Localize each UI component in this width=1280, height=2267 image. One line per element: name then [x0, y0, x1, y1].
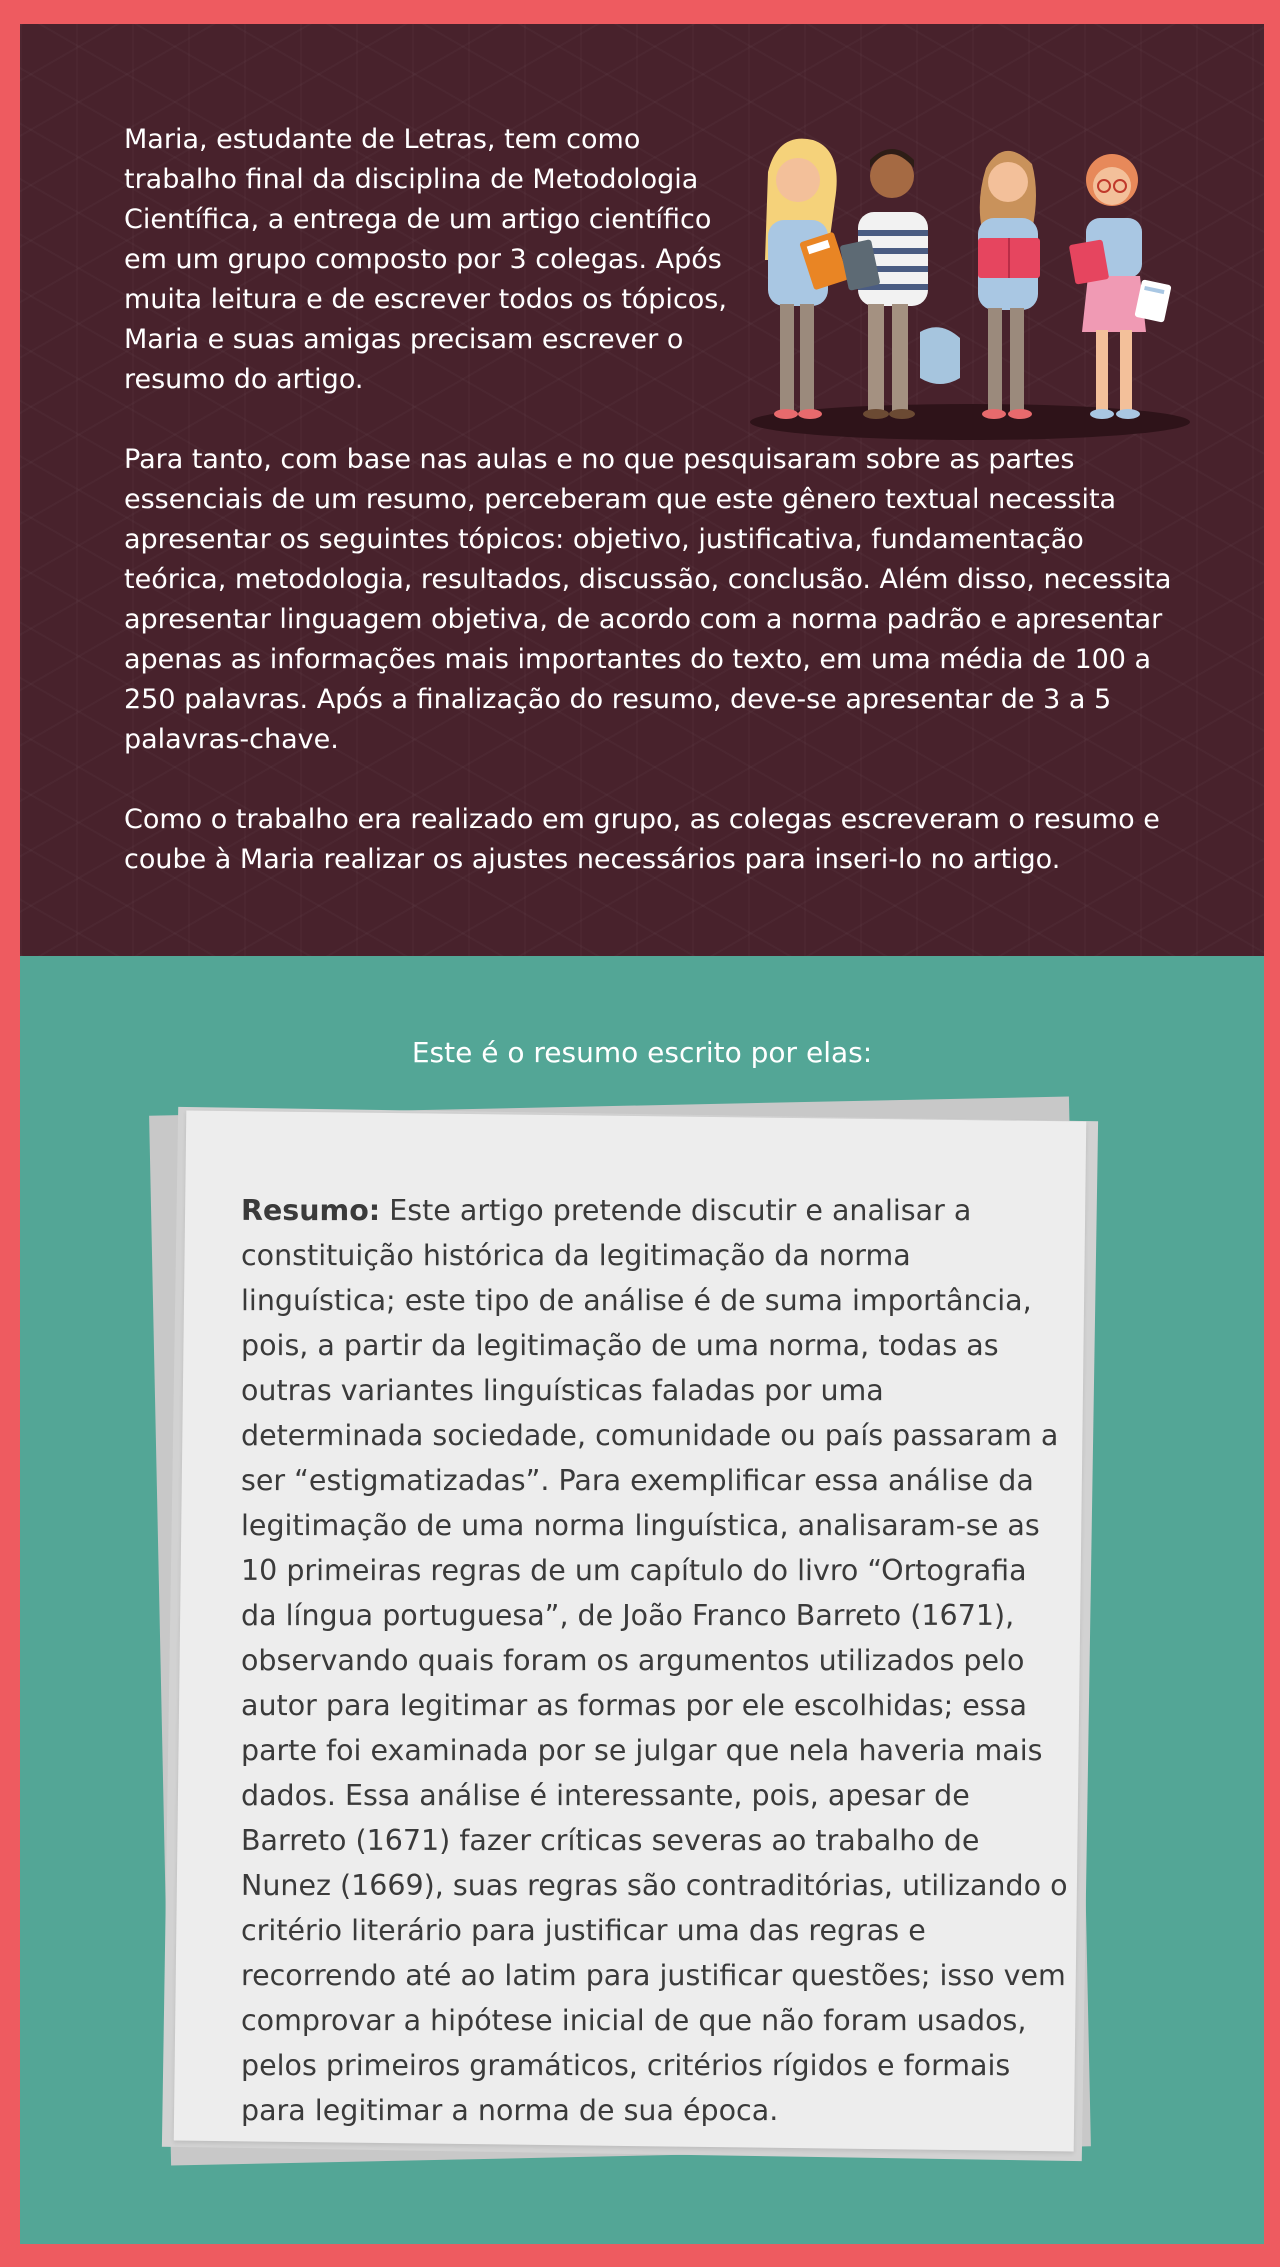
infographic-frame: [20, 24, 1264, 2244]
intro-paragraph-2: Para tanto, com base nas aulas e no que pesquisaram sobre as partes essenciais de um resumo, perceberam que este gênero textual necessita apresentar os seguintes tópicos: objetivo, justificativa, fundamentação teórica, metodologia, resultados, discussão, conclusão. Além disso, necessita apresentar linguagem objetiva, de acordo com a norma padrão e apresentar apenas as informações mais importantes do texto, em uma média de 100 a 250 palavras. Após a finalização do resumo, deve-se apresentar de 3 a 5 palavras-chave.: [124, 444, 1172, 755]
summary-panel: [20, 956, 1264, 2244]
student-4-figure: [1069, 154, 1172, 419]
student-1-figure: [765, 139, 849, 419]
abstract-label: Resumo:: [241, 1194, 381, 1227]
abstract-body: Este artigo pretende discutir e analisar a constituição histórica da legitimação da norma linguística; este tipo de análise é de suma importância, pois, a partir da legitimação de uma norma, todas as outras variantes linguísticas faladas por uma determinada sociedade, comunidade ou país passaram a ser “estigmatizadas”. Para exemplificar essa análise da legitimação de uma norma linguística, analisaram-se as 10 primeiras regras de um capítulo do livro “Ortografia da língua portuguesa”, de João Franco Barreto (1671), observando quais foram os argumentos utilizados pelo autor para legitimar as formas por ele escolhidas; essa parte foi examinada por se julgar que nela haveria mais dados. Essa análise é interessante, pois, apesar de Barreto (1671) fazer críticas severas ao trabalho de Nunez (1669), suas regras são contraditórias, utilizando o critério literário para justificar uma das regras e recorrendo até ao latim para justificar questões; isso vem comprovar a hipótese inicial de que não foram usados, pelos primeiros gramáticos, critérios rígidos e formais para legitimar a norma de sua época.: [241, 1194, 1068, 2127]
abstract-text: [241, 1188, 1071, 2133]
student-2-figure: [840, 149, 960, 419]
story-panel: [20, 24, 1264, 956]
intro-paragraph-1: Maria, estudante de Letras, tem como trabalho final da disciplina de Metodologia Científica, a entrega de um artigo científico em um grupo composto por 3 colegas. Após muita leitura e de escrever todos os tópicos, Maria e suas amigas precisam escrever o resumo do artigo.: [124, 124, 727, 395]
students-illustration: [740, 132, 1200, 452]
intro-paragraph-3: Como o trabalho era realizado em grupo, as colegas escreveram o resumo e coube à Maria realizar os ajustes necessários para inseri-lo no artigo.: [124, 804, 1160, 875]
student-3-figure: [978, 151, 1040, 419]
summary-caption: Este é o resumo escrito por elas:: [411, 1036, 873, 1069]
